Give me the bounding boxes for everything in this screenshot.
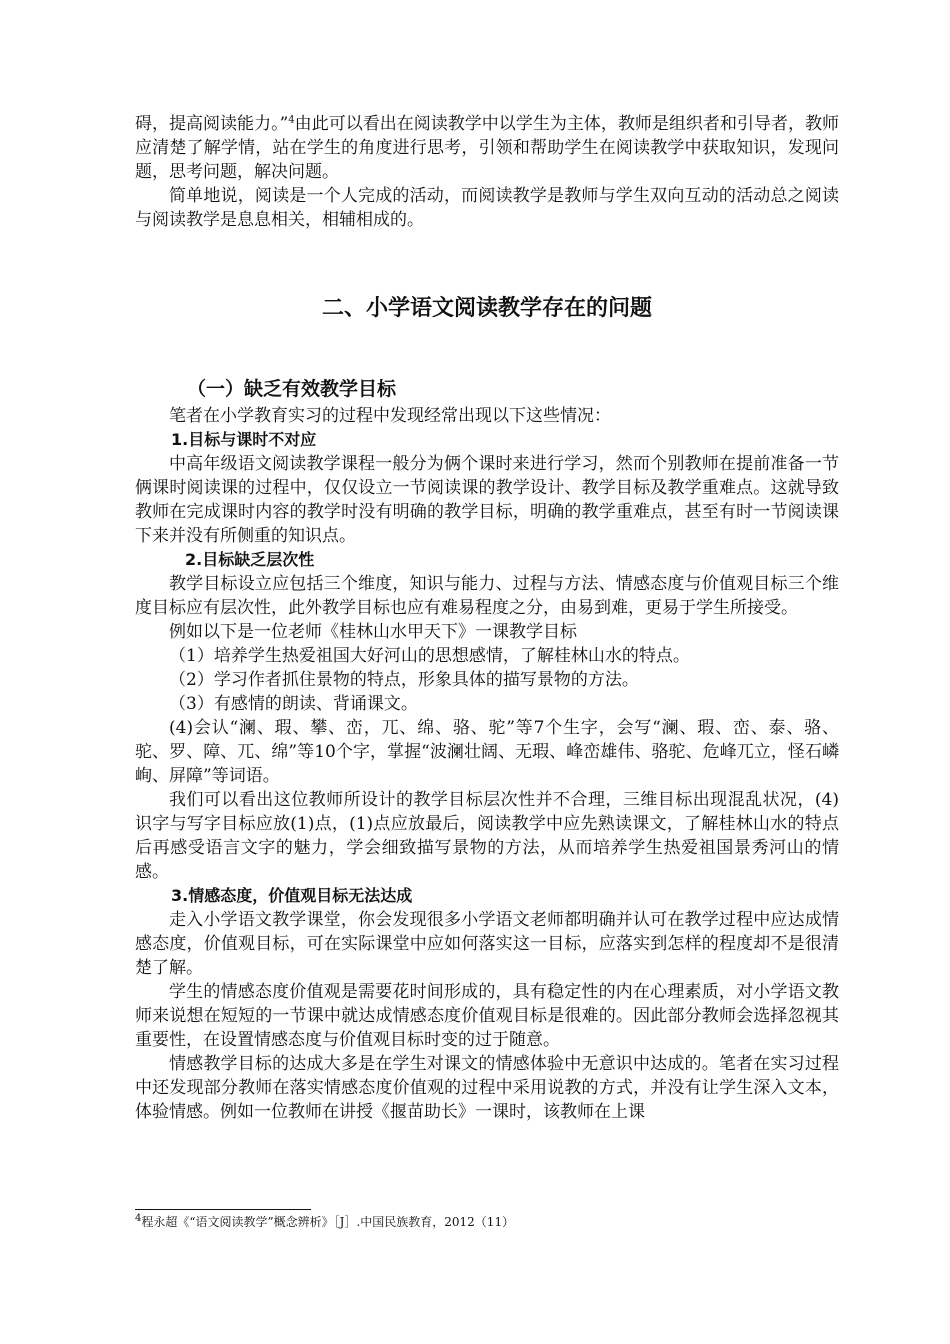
paragraph-example: 例如以下是一位老师《桂林山水甲天下》一课教学目标 bbox=[169, 622, 577, 642]
footnote bbox=[135, 1213, 839, 1231]
paragraph-intro: 笔者在小学教育实习的过程中发现经常出现以下这些情况： bbox=[169, 406, 611, 426]
paragraph-continued bbox=[135, 112, 839, 184]
footnote-ref: 4 bbox=[288, 114, 295, 126]
paragraph: 简单地说，阅读是一个人完成的活动，而阅读教学是教师与学生双向互动的活动总之阅读与阅读教学是息息相关，相辅相成的。 bbox=[135, 186, 839, 230]
footnote-text: 程永超《“语文阅读教学”概念辨析》［J］.中国民族教育，2012（11） bbox=[141, 1215, 515, 1229]
paragraph: 教学目标设立应包括三个维度，知识与能力、过程与方法、情感态度与价值观目标三个维度目标应有层次性，此外教学目标也应有难易程度之分，由易到难，更易于学生所接受。 bbox=[135, 574, 839, 618]
goal-item: （2）学习作者抓住景物的特点，形象具体的描写景物的方法。 bbox=[169, 670, 639, 690]
goal-item: (4)会认“澜、瑕、攀、峦，兀、绵、骆、驼”等7个生字，会写“澜、瑕、峦、泰、骆、驼、罗、障、兀、绵”等10个字，掌握“波澜壮阔、无瑕、峰峦雄伟、骆驼、危峰兀立，怪石嶙峋、屏障”等词语。 bbox=[135, 718, 839, 786]
paragraph: 学生的情感态度价值观是需要花时间形成的，具有稳定性的内在心理素质，对小学语文教师来说想在短短的一节课中就达成情感态度价值观目标是很难的。因此部分教师会选择忽视其重要性，在设置情感态度与价值观目标时变的过于随意。 bbox=[135, 982, 839, 1050]
paragraph-analysis: 我们可以看出这位教师所设计的教学目标层次性并不合理，三维目标出现混乱状况，(4)识字与写字目标应放(1)点，(1)点应放最后，阅读教学中应先熟读课文，了解桂林山水的特点后再感受语言文字的魅力，学会细致描写景物的方法，从而培养学生热爱祖国景秀河山的情感。 bbox=[135, 790, 839, 882]
paragraph: 走入小学语文教学课堂，你会发现很多小学语文老师都明确并认可在教学过程中应达成情感态度，价值观目标，可在实际课堂中应如何落实这一目标，应落实到怎样的程度却不是很清楚了解。 bbox=[135, 910, 839, 978]
subsection-title-3: 3.情感态度，价值观目标无法达成 bbox=[171, 886, 413, 905]
section-title: （一）缺乏有效教学目标 bbox=[187, 378, 397, 400]
chapter-title: 二、小学语文阅读教学存在的问题 bbox=[321, 296, 652, 321]
document-page bbox=[135, 112, 839, 1124]
paragraph: 情感教学目标的达成大多是在学生对课文的情感体验中无意识中达成的。笔者在实习过程中还发现部分教师在落实情感态度价值观的过程中采用说教的方式，并没有让学生深入文本，体验情感。例如一位教师在讲授《揠苗助长》一课时，该教师在上课 bbox=[135, 1054, 839, 1122]
footnote-number: 4 bbox=[135, 1213, 142, 1224]
paragraph-rest: 由此可以看出在阅读教学中以学生为主体，教师是组织者和引导者，教师应清楚了解学情，站在学生的角度进行思考，引领和帮助学生在阅读教学中获取知识，发现问题，思考问题，解决问题。 bbox=[135, 114, 839, 182]
subsection-title-1: 1.目标与课时不对应 bbox=[171, 430, 317, 449]
goal-item: （3）有感情的朗读、背诵课文。 bbox=[169, 694, 418, 714]
footnote-divider bbox=[135, 1209, 311, 1210]
goal-item: （1）培养学生热爱祖国大好河山的思想感情，了解桂林山水的特点。 bbox=[169, 646, 690, 666]
quote-end: 碍，提高阅读能力。” bbox=[135, 114, 289, 134]
subsection-title-2: 2.目标缺乏层次性 bbox=[185, 550, 315, 569]
paragraph: 中高年级语文阅读教学课程一般分为俩个课时来进行学习，然而个别教师在提前准备一节俩课时阅读课的过程中，仅仅设立一节阅读课的教学设计、教学目标及教学重难点。这就导致教师在完成课时内容的教学时没有明确的教学目标，明确的教学重难点，甚至有时一节阅读课下来并没有所侧重的知识点。 bbox=[135, 454, 839, 546]
